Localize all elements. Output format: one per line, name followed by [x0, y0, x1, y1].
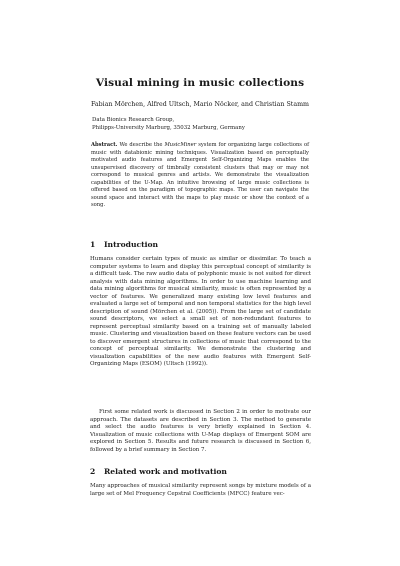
abstract [91, 142, 309, 210]
section-title: Introduction [104, 240, 159, 249]
section-title: Related work and motivation [104, 467, 227, 476]
section-heading-introduction [90, 240, 158, 249]
intro-paragraph-2: First some related work is discussed in Section 2 in order to motivate our approach. The datasets are described in Section 3. The method to generate and select the audio features is very briefly explained in Section 4. Visualization of music collections with U-Map displays of Emergent SOM are explored in Section 5. Results and future research is discussed in Section 6, followed by a brief summary in Section 7. [90, 409, 311, 453]
related-work-paragraph-1: Many approaches of musical similarity represent songs by mixture models of a large set of Mel Frequency Cepstral Coefficients (MFCC) feature vec- [90, 483, 311, 497]
affiliation-group: Data Bionics Research Group, [92, 117, 175, 123]
paper-title: Visual mining in music collections [95, 77, 305, 89]
abstract-text-pre: We describe the [119, 142, 165, 148]
affiliation [92, 117, 312, 132]
abstract-label: Abstract. [91, 142, 118, 148]
author-list: Fabian Mörchen, Alfred Ultsch, Mario Nöcker, and Christian Stamm [90, 101, 310, 108]
section-number: 2 [90, 467, 96, 476]
section-heading-related-work [90, 467, 227, 476]
affiliation-address: Philipps-University Marburg, 35032 Marburg, Germany [92, 124, 245, 131]
section-number: 1 [90, 240, 96, 249]
abstract-text-post: system for organizing large collections of music with databionic mining techniques. Visualization based on perceptually motivated audio features and Emergent Self-Organizing Maps enables the unsupervised discovery of timbrally consistent clusters that may or may not correspond to musical genres and artists. We demonstrate the visualization capabilities of the U-Map. An intuitive browsing of large music collections is offered based on the paradigm of topographic maps. The user can navigate the sound space and interact with the maps to play music or show the context of a song. [91, 142, 309, 208]
abstract-system-name: MusicMiner [164, 142, 197, 148]
intro-paragraph-1: Humans consider certain types of music as similar or dissimilar. To teach a computer systems to learn and display this perceptual concept of similarity is a difficult task. The raw audio data of polyphonic music is not suited for direct analysis with data mining algorithms. In order to use machine learning and data mining algorithms for musical similarity, music is often represented by a vector of features. We generalized many existing low level features and evaluated a large set of temporal and non temporal statistics for the high level description of sound (Mörchen et al. (2005)). From the large set of candidate sound descriptors, we select a small set of non-redundant features to represent perceptual similarity based on a training set of manually labeled music. Clustering and visualization based on these feature vectors can be used to discover emergent structures in collections of music that correspond to the concept of perceptual similarity. We demonstrate the clustering and visualization capabilities of the new audio features with Emergent Self-Organizing Maps (ESOM) (Ultsch (1992)). [90, 256, 311, 367]
